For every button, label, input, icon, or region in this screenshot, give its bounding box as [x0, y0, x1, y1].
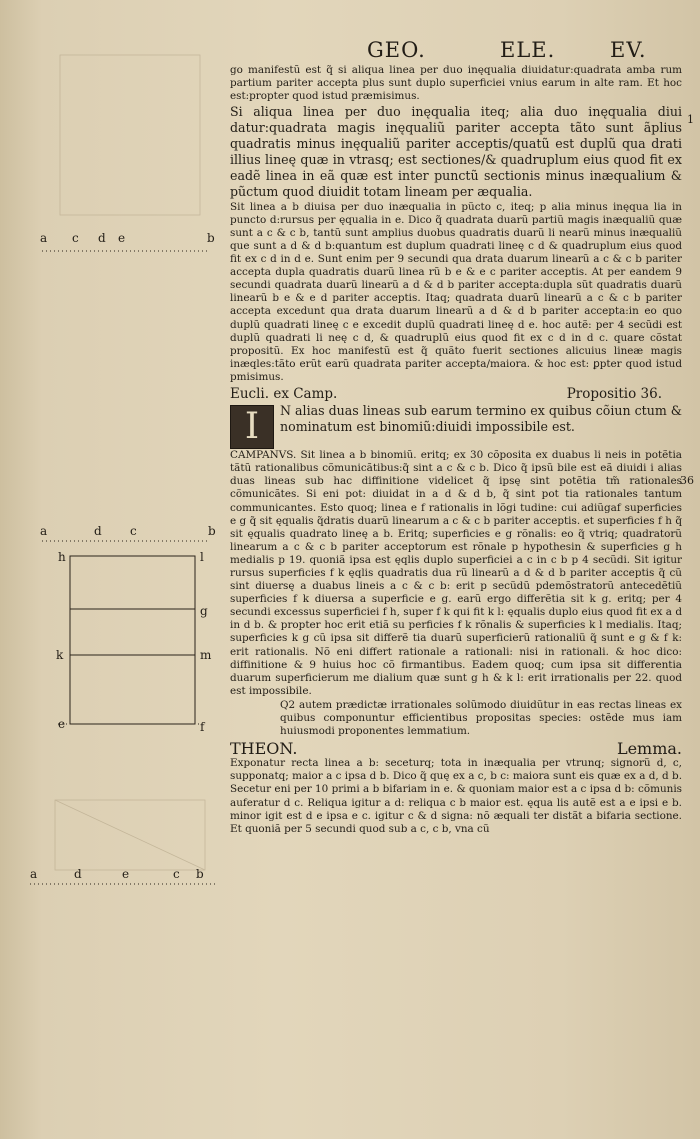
- theon-lemma-label: Lemma.: [616, 739, 682, 759]
- margin-note-1: 1: [687, 113, 694, 126]
- fig3-label-e: e: [122, 867, 130, 881]
- fig1-label-c: c: [72, 231, 79, 245]
- campanus-commentary: CAMPANVS. Sit linea a b binomiũ. eritq; ex 30 cõposita ex duabus li neis in potẽtia tãtũ rationalibus cõmunicãtibus:q̃ sint a c & c b. Dico q̃ ipsũ bile est eã diuidi i alias duas lineas sub hac diffinitione videlicet q̃ ipsę sint potẽtia tm̃ rationales cõmunicãtes. Si eni pot: diuidat in a d & d b, q̃ sint pot tia rationales tantum communicantes. Esto quoq; linea e f rationalis in lõgi tudine: cui adiũgaf superficies e g q̃ sit ęqualis q̃dratis duarũ linearum a c & c b pariter acceptis. et superficies f h q̃ sit ęqualis quadrato lineę a b. Eritq; superficies e g rõnalis: eo q̃ vtriq; quadratorũ linearum a c & c b pariter acceptorum est rõnale p hypothesin & superficies g h medialis p 19. quoniã ipsa est ęqlis duplo superficiei a c in c b p 4 secũdi. Sit igitur rursus superficies f k ęqlis quadratis dua rũ linearũ a d & d b pariter acceptis q̃ cũ sint diuersę a duabus lineis a c & c b: erit p secũdũ pdemõstratorũ antecedẽtiũ superficies f k diuersa a superficie e g. earũ ergo differẽtia sit k g. eritq; per 4 secundi excessus superficiei f h, super f k qui fit k l: ęqualis duplo eius quod fit ex a d in d b. & propter hoc erit etiã su perficies f k rõnalis & superficies k l medialis. Itaq; superficies k g cũ ipsa sit differẽ tia duarũ superficierũ rationaliũ q̃ sunt e g & f k: erit rationalis. Nõ eni differt rationale a rationali: nisi in rationali. & hoc dico: diffinitione & 9 huius hoc cõ firmantibus. Eadem quoq; cum ipsa sit differentia duarum superficierum me dialium quæ sunt g h & k l: erit irrationalis per 22. quod est impossibile.: [230, 449, 682, 697]
- proposition-36-text: N alias duas lineas sub earum termino ex quibus cõiun ctum & nominatum est binomiũ:diuidi impossibile est.: [280, 403, 682, 435]
- fig1-label-a: a: [40, 231, 48, 245]
- paragraph-proposition: Si aliqua linea per duo inęqualia iteq; alia duo inęqualia diui datur:quadrata magis inęqualiũ pariter accepta tãto sunt ãplius quadratis minus inęqualiũ pariter acceptis/quatũ est duplũ qua drati illius lineę quæ in vtrasq; est sectiones/& quadruplum eius quod fit ex eadẽ linea in eã quæ est inter punctũ sectionis minus inæqualium & pũctum quod diuidit totam lineam per æqualia.: [230, 104, 682, 199]
- paragraph-intro: go manifestũ est q̃ si aliqua linea per duo inęqualia diuidatur:quadrata amba rum partium pariter accepta plus sunt duplo superficiei vnius earum in alte ram. Et hoc est:propter quod istud præmisimus.: [230, 64, 682, 103]
- paragraph-proof: Sit linea a b diuisa per duo inæqualia in pũcto c, iteq; p alia minus inęqua lia in puncto d:rursus per ęqualia in e. Dico q̃ quadrata duarũ partiũ magis inæqualiũ quæ sunt a c & c b, tantũ sunt amplius duobus quadratis duarũ li nearũ minus inæqualiũ que sunt a d & d b:quantum est duplum quadrati lineę c d & quadruplum eius quod fit ex c d in d e. Sunt enim per 9 secundi qua drata duarum linearũ a c & c b pariter accepta dupla quadratis duarũ linea rũ b e & e c pariter acceptis. At per eandem 9 secundi quadrata duarũ linearũ a d & d b pariter accepta:dupla sũt quadratis duarũ linearũ b e & e d pariter acceptis. Itaq; quadrata duarũ linearũ a c & c b pariter accepta excedunt qua drata duarum linearũ a d & d b pariter accepta:in eo quo duplũ quadrati lineę c e excedit duplũ quadrati lineę d e. hoc autẽ: per 4 secũdi est duplũ quadrati li neę c d, & quadruplũ eius quod fit ex c d in d c. quare cõstat propositũ. Ex hoc manifestũ est q̃ quãto fuerit sectiones alicuius lineæ magis inæqles:tãto erũt earũ quadrata pariter accepta/maiora. & hoc est: ꝑpter quod istud pmisimus.: [230, 200, 682, 383]
- header-right: EV.: [610, 38, 647, 62]
- decorated-initial: I: [230, 405, 274, 449]
- theon-title: THEON.: [230, 739, 298, 759]
- fig2-rect: [70, 556, 195, 724]
- theon-heading: [230, 739, 682, 759]
- fig1-label-e: e: [118, 231, 126, 245]
- figures-svg: [0, 0, 230, 1139]
- fig2-label-g: g: [200, 604, 208, 618]
- header-middle: ELE.: [500, 38, 556, 62]
- fig2-label-e: e: [58, 717, 66, 731]
- fig2-label-c: c: [130, 524, 137, 538]
- text-column: [230, 64, 682, 837]
- fig1-label-d: d: [98, 231, 106, 245]
- fig2-label-m: m: [200, 648, 212, 662]
- fig3-label-d: d: [74, 867, 82, 881]
- theon-text: Exponatur recta linea a b: seceturq; tota in inæqualia per vtrunq; signorũ d, c, supponatq; maior a c ipsa d b. Dico q̃ quę ex a c, b c: maiora sunt eis quæ ex a d, d b. Secetur eni per 10 primi a b bifariam in e. & quoniam maior est a c ipsa d b: cõmunis auferatur d c. Reliqua igitur a d: reliqua c b maior est. ęqua lis autẽ est a e ipsi e b. minor igit est d e ipsa e c. igitur c & d signa: nõ æquali ter distãt a bifaria sectione. Et quoniã per 5 secundi quod sub a c, c b, vna cũ: [230, 757, 682, 835]
- fig2-label-h: h: [58, 550, 66, 564]
- fig2-label-d: d: [94, 524, 102, 538]
- section-number: Propositio 36.: [566, 386, 662, 403]
- fig1-label-b: b: [207, 231, 215, 245]
- fig2-label-l: l: [200, 550, 204, 564]
- fig2-label-b: b: [208, 524, 216, 538]
- fig2-label-f: f: [200, 720, 205, 734]
- margin-note-2: 36: [680, 474, 694, 487]
- fig2-label-a: a: [40, 524, 48, 538]
- fig2-label-k: k: [56, 648, 64, 662]
- header-left: GEO.: [367, 38, 426, 62]
- fig3-label-b: b: [196, 867, 204, 881]
- lemma-note: Q2 autem prædictæ irrationales solũmodo diuidũtur in eas rectas lineas ex quibus componuntur efficientibus propositas species: ostẽde mus iam huiusmodi proponentes lemmatium.: [280, 698, 682, 738]
- fig3-label-c: c: [173, 867, 180, 881]
- section-title: Eucli. ex Camp.: [230, 386, 338, 403]
- fig3-label-a: a: [30, 867, 38, 881]
- section-heading: [230, 388, 682, 401]
